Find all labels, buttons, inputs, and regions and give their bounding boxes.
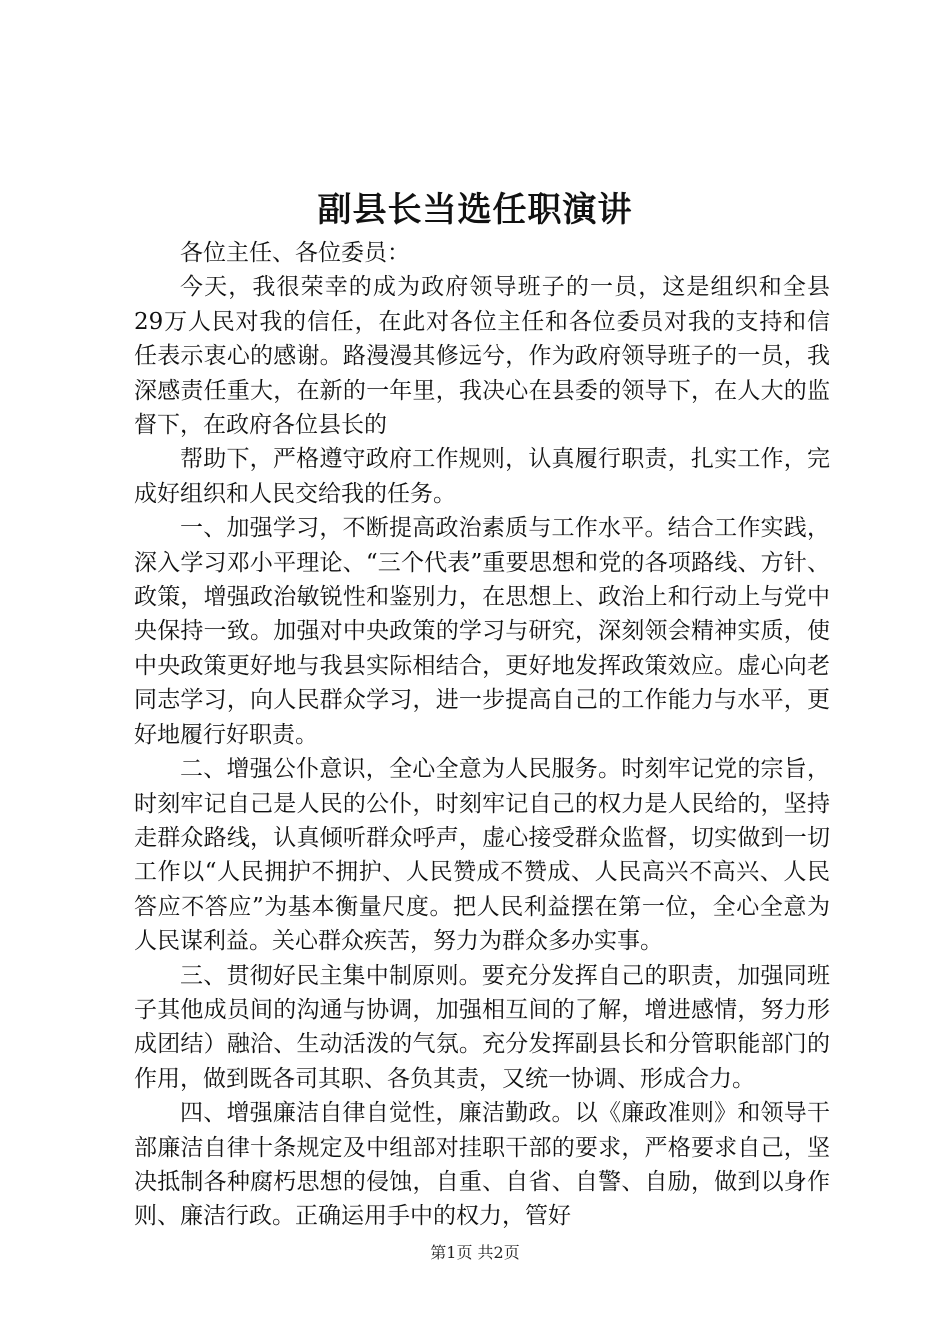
page-number-footer: 第1页 共2页 xyxy=(430,1243,520,1262)
paragraph-intro: 今天，我很荣幸的成为政府领导班子的一员，这是组织和全县29万人民对我的信任，在此对各位主任和各位委员对我的支持和信任表示衷心的感谢。路漫漫其修远兮，作为政府领导班子的一员，我深感责任重大，在新的一年里，我决心在县委的领导下，在人大的监督下，在政府各位县长的 xyxy=(134,274,830,439)
paragraph-point-three: 三、贯彻好民主集中制原则。要充分发挥自己的职责，加强同班子其他成员间的沟通与协调，加强相互间的了解，增进感情，努力形成团结）融洽、生动活泼的气氛。充分发挥副县长和分管职能部门的作用，做到既各司其职、各负其责，又统一协调、形成合力。 xyxy=(134,962,830,1092)
document-title: 副县长当选任职演讲 xyxy=(317,190,633,230)
paragraph-intro-continued: 帮助下，严格遵守政府工作规则，认真履行职责，扎实工作，完成好组织和人民交给我的任务。 xyxy=(134,446,830,507)
paragraph-point-two: 二、增强公仆意识，全心全意为人民服务。时刻牢记党的宗旨，时刻牢记自己是人民的公仆，时刻牢记自己的权力是人民给的，坚持走群众路线，认真倾听群众呼声，虚心接受群众监督，切实做到一切工作以“人民拥护不拥护、人民赞成不赞成、人民高兴不高兴、人民答应不答应”为基本衡量尺度。把人民利益摆在第一位，全心全意为人民谋利益。关心群众疾苦，努力为群众多办实事。 xyxy=(134,756,830,955)
salutation: 各位主任、各位委员： xyxy=(180,240,410,266)
document-body xyxy=(134,236,830,1234)
paragraph-point-four: 四、增强廉洁自律自觉性，廉洁勤政。以《廉政准则》和领导干部廉洁自律十条规定及中组部对挂职干部的要求，严格要求自己，坚决抵制各种腐朽思想的侵蚀，自重、自省、自警、自励，做到以身作则、廉洁行政。正确运用手中的权力，管好 xyxy=(134,1100,830,1230)
paragraph-point-one: 一、加强学习，不断提高政治素质与工作水平。结合工作实践，深入学习邓小平理论、“三个代表”重要思想和党的各项路线、方针、政策，增强政治敏锐性和鉴别力，在思想上、政治上和行动上与党中央保持一致。加强对中央政策的学习与研究，深刻领会精神实质，使中央政策更好地与我县实际相结合，更好地发挥政策效应。虚心向老同志学习，向人民群众学习，进一步提高自己的工作能力与水平，更好地履行好职责。 xyxy=(134,515,830,748)
